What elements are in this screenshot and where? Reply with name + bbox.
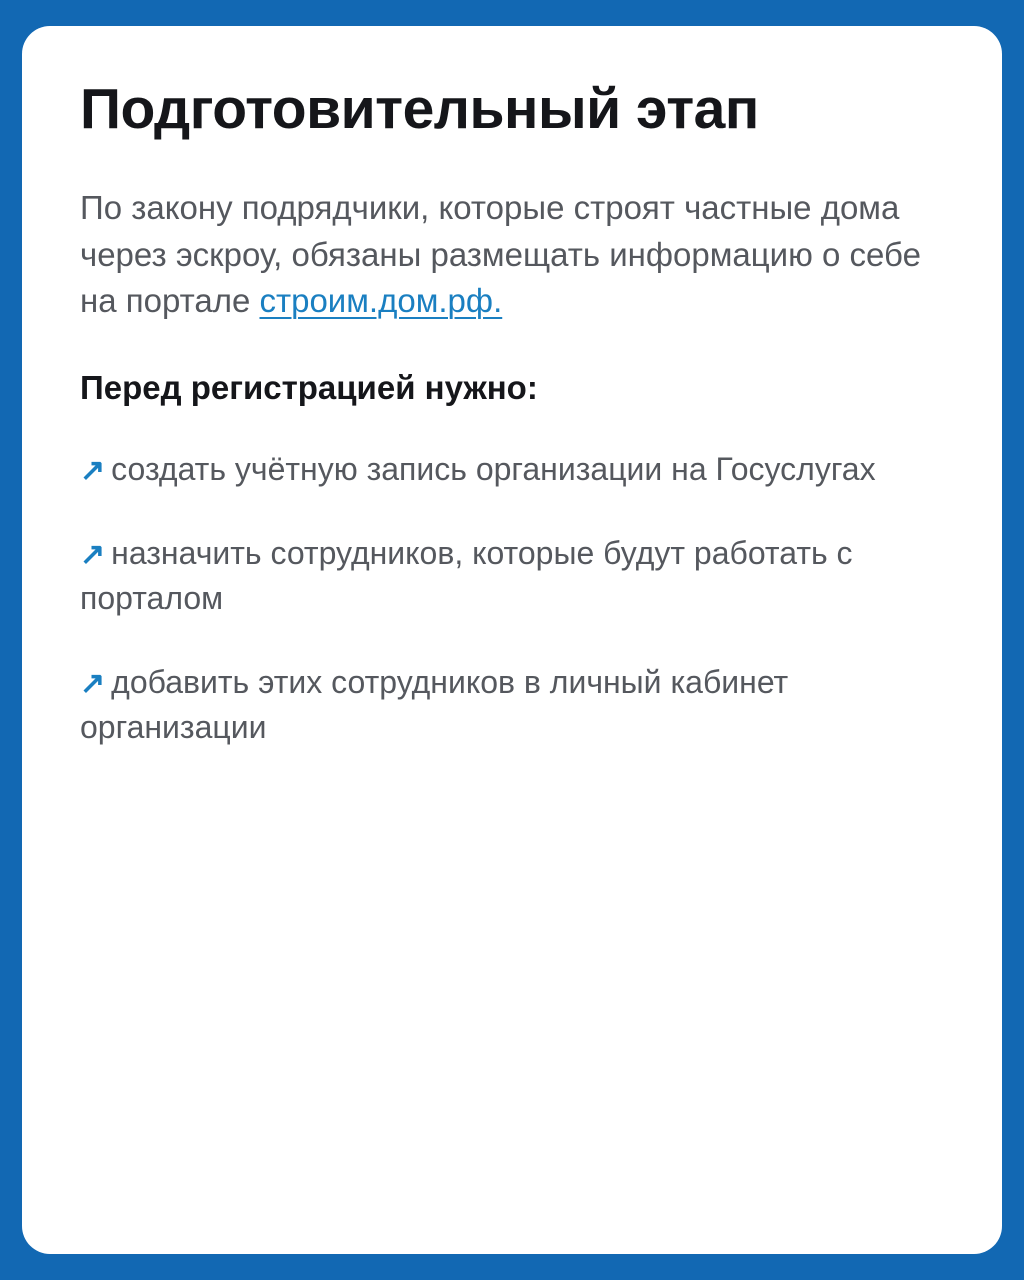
list-item-label: назначить сотрудников, которые будут работать с порталом [80,534,853,617]
requirements-list [80,447,944,751]
arrow-up-right-icon: ↗ [80,537,106,571]
arrow-up-right-icon: ↗ [80,666,106,700]
intro-text-before-link: По закону подрядчики, которые строят частные дома через эскроу, обязаны размещать информацию о себе на портале [80,188,921,320]
intro-paragraph [80,185,940,326]
section-subtitle: Перед регистрацией нужно: [80,369,538,407]
list-item [80,447,944,493]
portal-link[interactable]: строим.дом.рф. [259,282,503,320]
list-item [80,531,944,622]
slide-card [22,26,1002,1254]
list-item-label: создать учётную запись организации на Госуслугах [111,451,876,488]
list-item-label: добавить этих сотрудников в личный кабинет организации [80,663,789,746]
arrow-up-right-icon: ↗ [80,454,106,488]
list-item [80,660,944,751]
page-title: Подготовительный этап [80,77,759,141]
